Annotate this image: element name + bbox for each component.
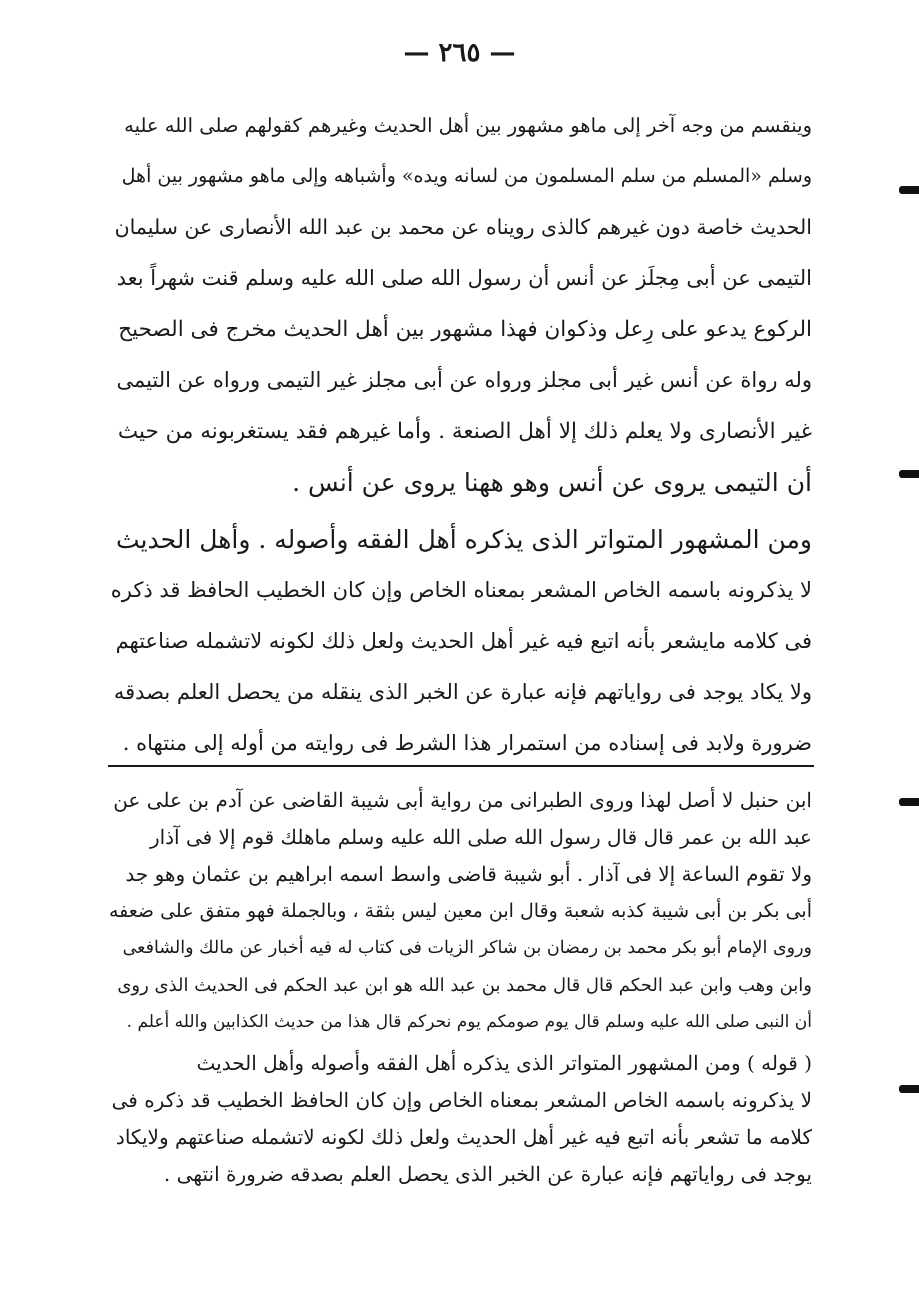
text-line: وينقسم من وجه آخر إلى ماهو مشهور بين أهل الحديث وغيرهم كقولهم صلى الله عليه [124, 114, 812, 137]
text-line: ولا يكاد يوجد فى رواياتهم فإنه عبارة عن الخبر الذى ينقله من يحصل العلم بصدقه [113, 680, 812, 704]
text-line: فى كلامه مايشعر بأنه اتبع فيه غير أهل الحديث ولعل ذلك لكونه لاتشمله صناعتهم [115, 629, 812, 653]
footnote-divider [108, 765, 814, 767]
main-paragraph-1 [108, 100, 812, 508]
footnote-line: أن النبى صلى الله عليه وسلم قال يوم صومكم يوم نحركم قال هذا من حديث الكذابين والله أعلم . [126, 1012, 812, 1032]
footnotes [108, 782, 812, 1193]
main-paragraph-2 [108, 514, 812, 769]
scan-edge-mark [899, 798, 919, 806]
footnote-paragraph-1 [108, 782, 812, 1041]
footnote-line: لا يذكرونه باسمه الخاص المشعر بمعناه الخاص وإن كان الحافظ الخطيب قد ذكره فى [111, 1088, 812, 1112]
text-line: الحديث خاصة دون غيرهم كالذى رويناه عن محمد بن عبد الله الأنصارى عن سليمان [114, 215, 812, 239]
footnote-line: ولا تقوم الساعة إلا فى آذار . أبو شيبة قاضى واسط اسمه ابراهيم بن عثمان وهو جد [125, 862, 812, 886]
scan-edge-mark [899, 1085, 919, 1093]
text-line: ضرورة ولابد فى إسناده من استمرار هذا الشرط فى روايته من أوله إلى منتهاه . [122, 731, 812, 755]
footnote-paragraph-2 [108, 1045, 812, 1193]
footnote-line: عبد الله بن عمر قال قال رسول الله صلى الله عليه وسلم ماهلك قوم إلا فى آذار [149, 825, 812, 849]
footnote-line: كلامه ما تشعر بأنه اتبع فيه غير أهل الحديث ولعل ذلك لكونه لاتشمله صناعتهم ولايكاد [115, 1125, 812, 1149]
text-line: ومن المشهور المتواتر الذى يذكره أهل الفقه وأصوله . وأهل الحديث [115, 525, 812, 554]
scan-edge-mark [899, 470, 919, 478]
footnote-line: أبى بكر بن أبى شيبة كذبه شعبة وقال ابن معين ليس بثقة ، وبالجملة فهو متفق على ضعفه [108, 900, 812, 922]
scan-edge-mark [899, 186, 919, 194]
footnote-line: وابن وهب وابن عبد الحكم قال قال محمد بن عبد الله هو ابن عبد الحكم فى الحديث الذى روى [117, 975, 812, 996]
footnote-line: ( قوله ) ومن المشهور المتواتر الذى يذكره أهل الفقه وأصوله وأهل الحديث [196, 1051, 812, 1075]
footnote-line: يوجد فى رواياتهم فإنه عبارة عن الخبر الذى يحصل العلم بصدقه ضرورة انتهى . [163, 1162, 812, 1186]
text-line: أن التيمى يروى عن أنس وهو ههنا يروى عن أنس . [292, 468, 812, 497]
footnote-line: وروى الإمام أبو بكر محمد بن رمضان بن شاكر الزيات فى كتاب له فيه أخبار عن مالك والشافعى [122, 938, 812, 958]
text-line: غير الأنصارى ولا يعلم ذلك إلا أهل الصنعة . وأما غيرهم فقد يستغربونه من حيث [117, 419, 812, 444]
text-line: التيمى عن أبى مِجلَز عن أنس أن رسول الله صلى الله عليه وسلم قنت شهراً بعد [116, 266, 812, 290]
footnote-line: ابن حنبل لا أصل لهذا وروى الطبرانى من رواية أبى شيبة القاضى عن آدم بن على عن [113, 788, 812, 812]
text-line: لا يذكرونه باسمه الخاص المشعر بمعناه الخاص وإن كان الخطيب الحافظ قد ذكره [110, 578, 812, 602]
text-line: الركوع يدعو على رِعل وذكوان فهذا مشهور بين أهل الحديث مخرج فى الصحيح [118, 317, 812, 342]
text-line: وله رواة عن أنس غير أبى مجلز ورواه عن أبى مجلز غير التيمى ورواه عن التيمى [116, 368, 812, 392]
text-line: وسلم «المسلم من سلم المسلمون من لسانه ويده» وأشباهه وإلى ماهو مشهور بين أهل [121, 165, 812, 187]
main-text [108, 100, 812, 769]
page-number: — ٢٦٥ — [403, 38, 516, 68]
